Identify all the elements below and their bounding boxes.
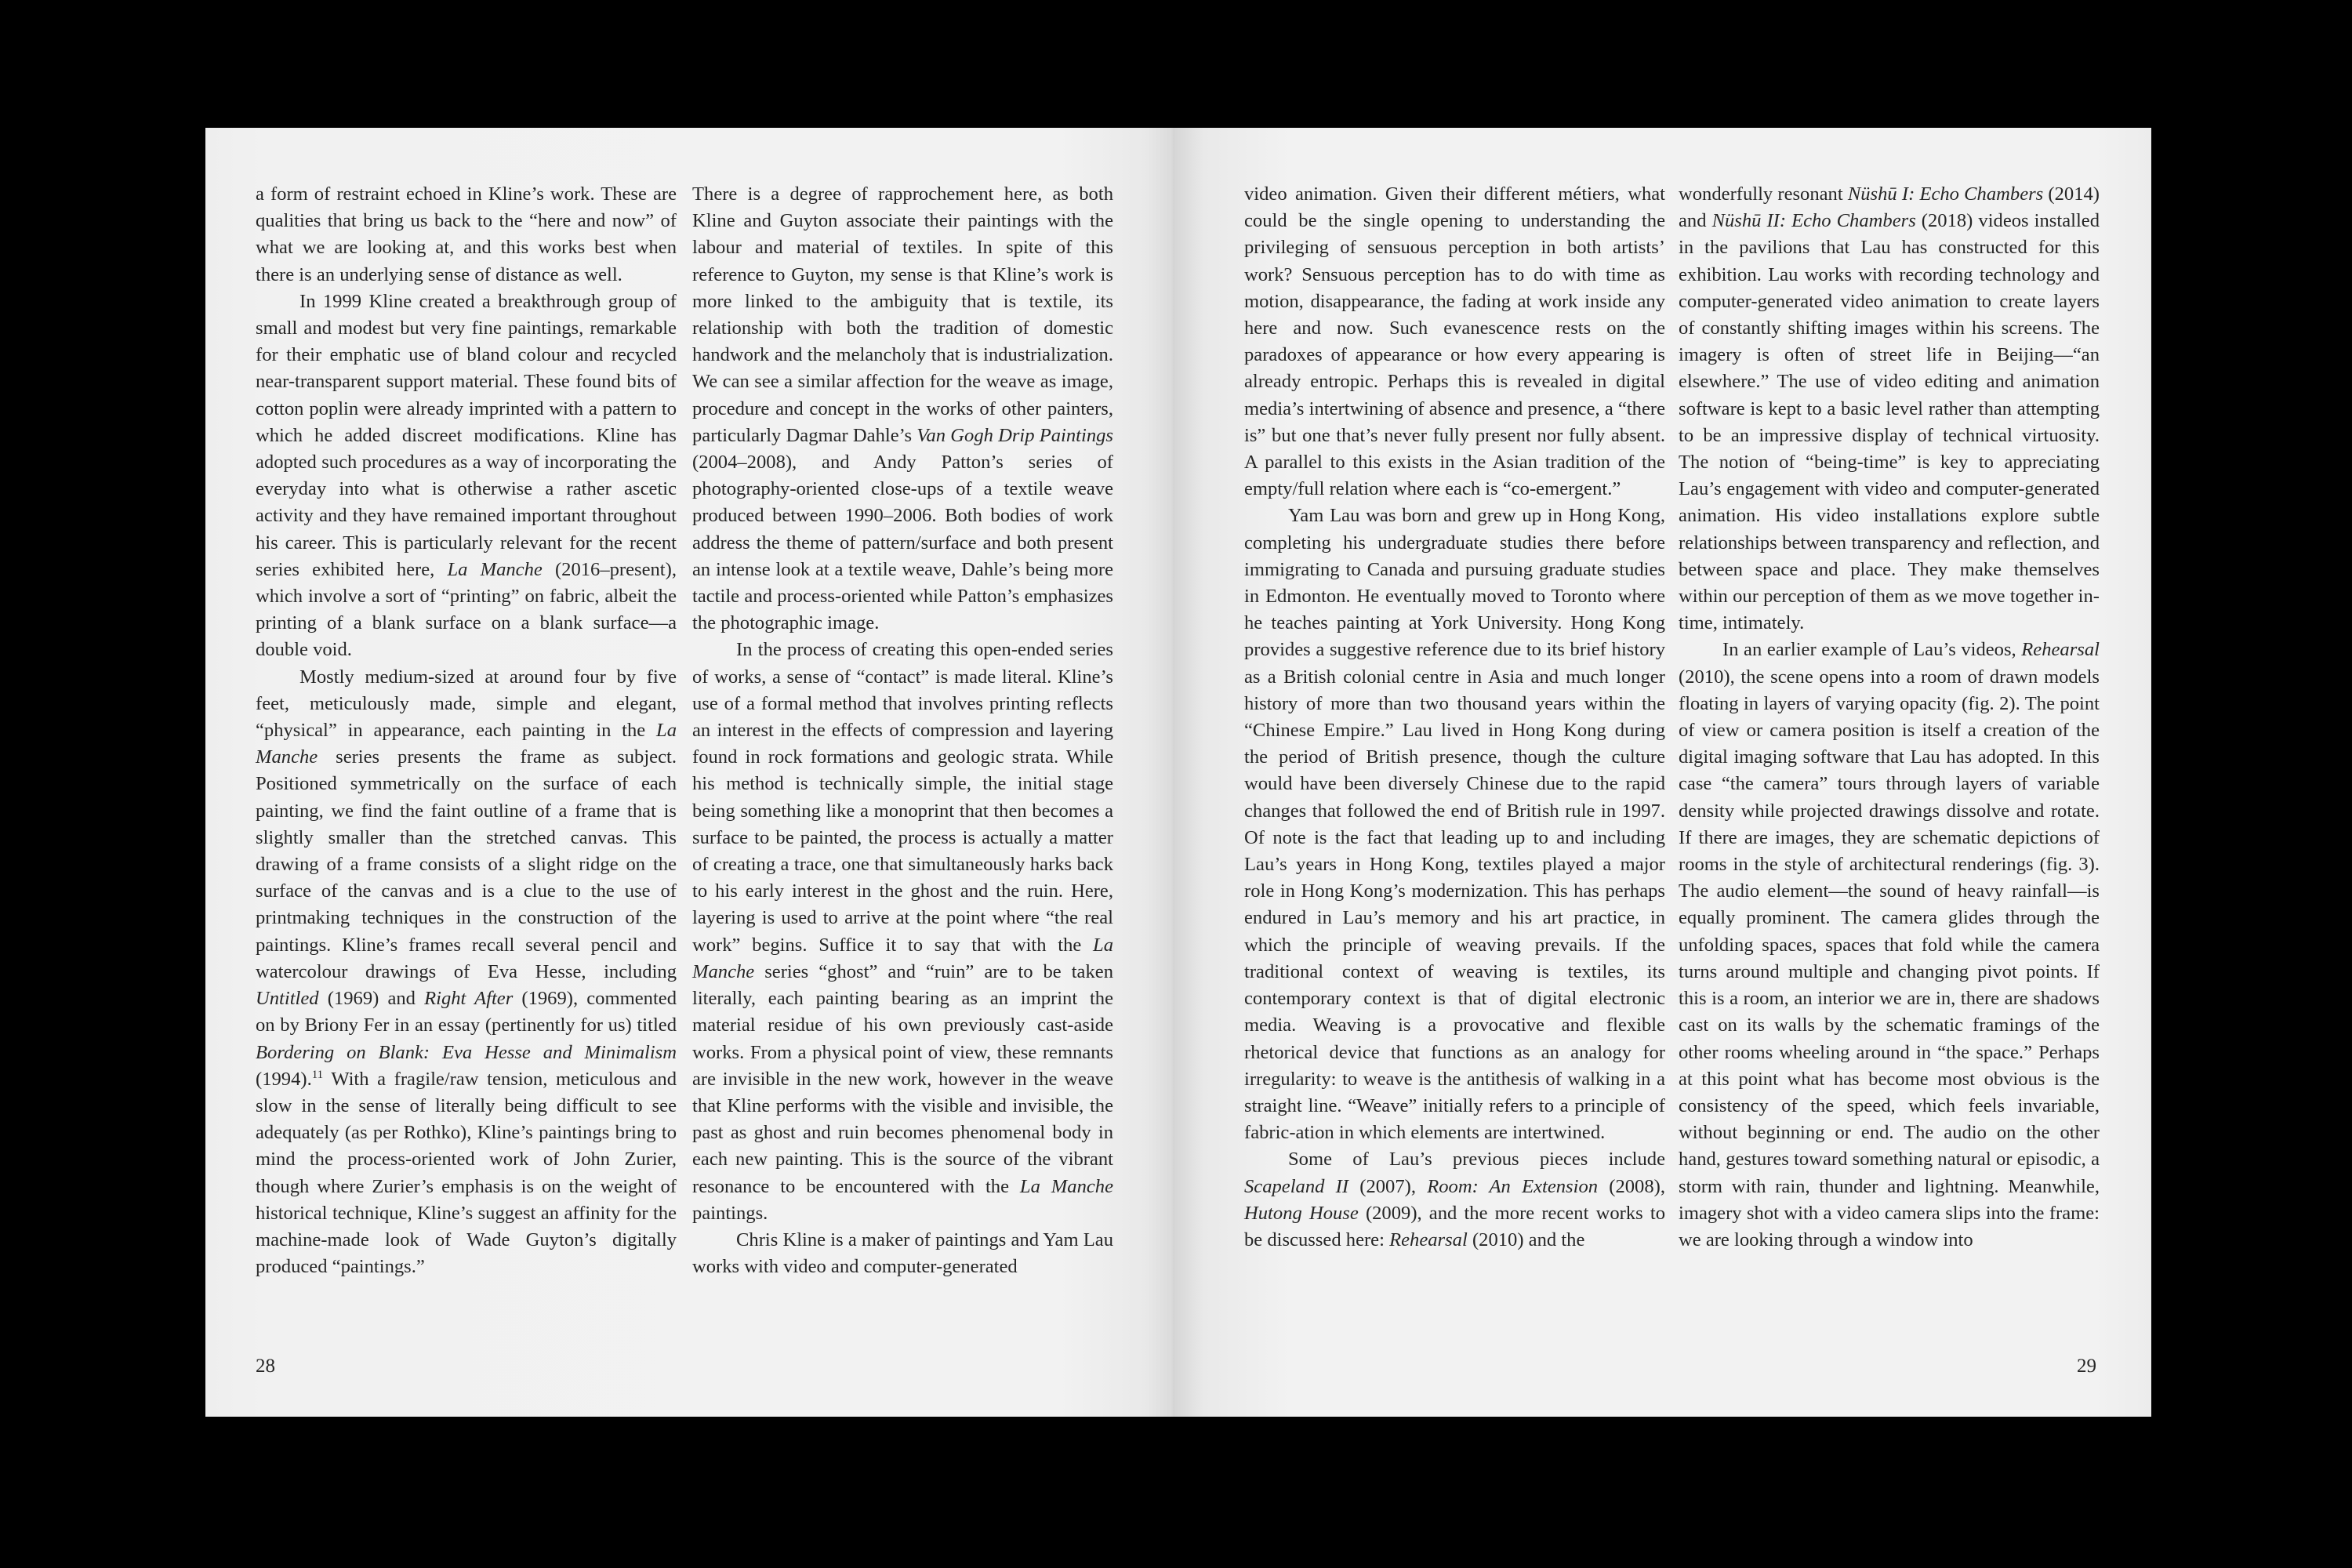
paragraph: Yam Lau was born and grew up in Hong Kong, completing his undergraduate studies there before immigrating to Canada and pursuing graduate studies in Edmonton. He eventually moved to Toronto where he teaches painting at York University. Hong Kong provides a suggestive reference due to its brief history as a British colonial centre in Asia and much longer history of more than two thousand years within the “Chinese Empire.” Lau lived in Hong Kong during the period of British presence, though the culture would have been diversely Chinese due to the rapid changes that followed the end of British rule in 1997. Of note is the fact that leading up to and including Lau’s years in Hong Kong, textiles played a major role in Hong Kong’s modernization. This has perhaps endured in Lau’s memory and his art practice, in which the principle of weaving prevails. If the traditional context of weaving is textiles, its contemporary context is that of digital electronic media. Weaving is a provocative and flexible rhetorical device that functions as an analogy for irregularity: to weave is the antithesis of walking in a straight line. “Weave” initially refers to a principle of fabric-ation in which elements are intertwined. — [1244, 505, 1665, 1144]
left-page — [205, 128, 1174, 1417]
left-page-column-1 — [256, 181, 677, 1280]
right-page — [1174, 128, 2151, 1417]
paragraph: There is a degree of rapprochement here, as both Kline and Guyton associate their paintings with the labour and material of textiles. In spite of this reference to Guyton, my sense is that Kline’s work is more linked to the ambiguity that is textile, its relationship with both the tradition of domestic handwork and the melancholy that is industrialization. We can see a similar affection for the weave as image, procedure and concept in the works of other painters, particularly Dagmar Dahle’s Van Gogh Drip Paintings (2004–2008), and Andy Patton’s series of photography-oriented close-ups of a textile weave produced between 1990–2006. Both bodies of work address the theme of pattern/surface and both present an intense look at a textile weave, Dahle’s being more tactile and process-oriented while Patton’s emphasizes the photographic image. — [692, 183, 1113, 634]
paragraph: wonderfully resonant Nüshū I: Echo Chambers (2014) and Nüshū II: Echo Chambers (2018) videos installed in the pavilions that Lau has constructed for this exhibition. Lau works with recording technology and computer-generated video animation to create layers of constantly shifting images within his screens. The imagery is often of street life in Beijing—“an elsewhere.” The use of video editing and animation software is kept to a basic level rather than attempting to be an impressive display of technical virtuosity. The notion of “being-time” is key to appreciating Lau’s engagement with video and computer-generated animation. His video installations explore subtle relationships between transparency and reflection, and between space and place. They make themselves within our perception of them as we move together in-time, intimately. — [1679, 183, 2100, 634]
paragraph: In the process of creating this open-ended series of works, a sense of “contact” is made literal. Kline’s use of a formal method that involves printing reflects an interest in the effects of compression and layering found in rock formations and geologic strata. While his method is technically simple, the initial stage being something like a monoprint that then becomes a surface to be painted, the process is actually a matter of creating a trace, one that simultaneously harks back to his early interest in the ghost and the ruin. Here, layering is used to arrive at the point where “the real work” begins. Suffice it to say that with the La Manche series “ghost” and “ruin” are to be taken literally, each painting bearing as an imprint the material residue of his own previously cast-aside works. From a physical point of view, these remnants are invisible in the new work, however in the weave that Kline performs with the visible and invisible, the past as ghost and ruin becomes phenomenal body in each new painting. This is the source of the vibrant resonance to be encountered with the La Manche paintings. — [692, 639, 1113, 1224]
paragraph: In an earlier example of Lau’s videos, Rehearsal (2010), the scene opens into a room of drawn models floating in layers of varying opacity (fig. 2). The point of view or camera position is itself a creation of the digital imaging software that Lau has adopted. In this case “the camera” tours through layers of variable density while projected drawings dissolve and rotate. If there are images, they are schematic depictions of rooms in the style of architectural renderings (fig. 3). The audio element—the sound of heavy rainfall—is equally prominent. The camera glides through the unfolding spaces, spaces that fold while the camera turns around multiple and changing pivot points. If this is a room, an interior we are in, there are shadows cast on its walls by the schematic framings of the other rooms wheeling around in “the space.” Perhaps at this point what has become most obvious is the consistency of the speed, which feels invariable, without beginning or end. The audio on the other hand, gestures toward something natural or episodic, a storm with rain, thunder and lightning. Meanwhile, imagery shot with a video camera slips into the frame: we are looking through a window into — [1679, 639, 2100, 1250]
paragraph: In 1999 Kline created a breakthrough group of small and modest but very fine paintings, remarkable for their emphatic use of bland colour and recycled near-transparent support material. These found bits of cotton poplin were already imprinted with a pattern to which he added discreet modifications. Kline has adopted such procedures as a way of incorporating the everyday into what is otherwise a rather ascetic activity and they have remained important throughout his career. This is particularly relevant for the recent series exhibited here, La Manche (2016–present), which involve a sort of “printing” on fabric, albeit the printing of a blank surface on a blank surface—a double void. — [256, 290, 677, 661]
paragraph: video animation. Given their different métiers, what could be the single opening to understanding the privileging of sensuous perception in both artists’ work? Sensuous perception has to do with time as motion, disappearance, the fading at work inside any here and now. Such evanescence rests on the paradoxes of appearance or how every appearing is already entropic. Perhaps this is revealed in digital media’s intertwining of absence and presence, a “there is” but one that’s never fully present nor fully absent. A parallel to this exists in the Asian tradition of the empty/full relation where each is “co-emergent.” — [1244, 183, 1665, 500]
right-page-column-2 — [1679, 181, 2100, 1254]
left-page-column-2 — [692, 181, 1113, 1280]
paragraph: Mostly medium-sized at around four by five feet, meticulously made, simple and elegant, “physical” in appearance, each painting in the La Manche series presents the frame as subject. Positioned symmetrically on the surface of each painting, we find the faint outline of a frame that is slightly smaller than the stretched canvas. This drawing of a frame consists of a slight ridge on the surface of the canvas and is a clue to the use of printmaking techniques in the construction of the paintings. Kline’s frames recall several pencil and watercolour drawings of Eva Hesse, including Untitled (1969) and Right After (1969), commented on by Briony Fer in an essay (pertinently for us) titled Bordering on Blank: Eva Hesse and Minimalism (1994).$^{11}$ With a fragile/raw tension, meticulous and slow in the sense of literally being difficult to see adequately (as per Rothko), Kline’s paintings bring to mind the process-oriented work of John Zurier, though where Zurier’s emphasis is on the weight of historical technique, Kline’s suggest an affinity for the machine-made look of Wade Guyton’s digitally produced “paintings.” — [256, 666, 677, 1278]
paragraph: a form of restraint echoed in Kline’s work. These are qualities that bring us back to the “here and now” of what we are looking at, and this works best when there is an underlying sense of distance as well. — [256, 183, 677, 285]
paragraph: Some of Lau’s previous pieces include Scapeland II (2007), Room: An Extension (2008), Hutong House (2009), and the more recent works to be discussed here: Rehearsal (2010) and the — [1244, 1149, 1665, 1250]
paragraph: Chris Kline is a maker of paintings and Yam Lau works with video and computer-generated — [692, 1229, 1113, 1278]
page-number: 29 — [2077, 1356, 2096, 1377]
right-page-column-1 — [1244, 181, 1665, 1254]
page-number: 28 — [256, 1356, 275, 1377]
